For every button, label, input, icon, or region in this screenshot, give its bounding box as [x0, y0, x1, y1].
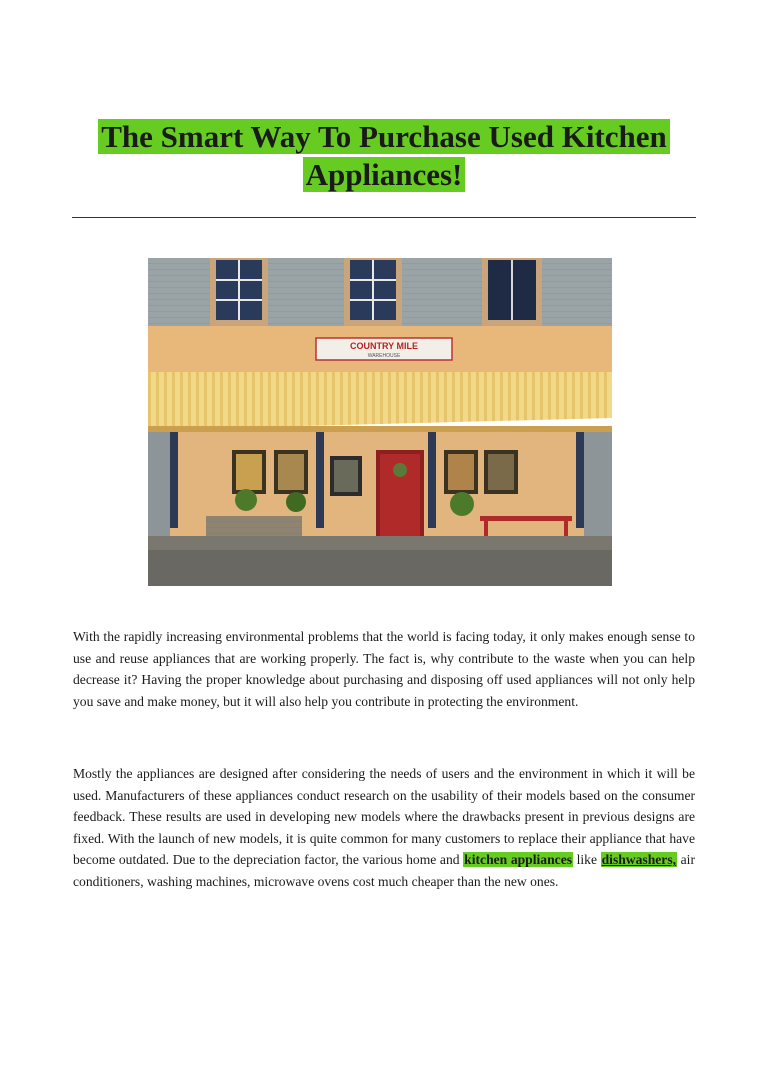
- paragraph-text-b: like: [573, 852, 601, 868]
- paragraph-text-a: Mostly the appliances are designed after considering the needs of users and the environment in which it will be used. Manufacturers of these appliances conduct research on the usability of their models based on the consumer feedback. These results are used in developing new models where the drawbacks present in previous designs are fixed. With the launch of new models, it is quite common for many customers to replace their appliance that have become outdated. Due to the depreciation factor, the various home and: [73, 766, 695, 868]
- upper-window: [210, 258, 268, 326]
- title-line-1: The Smart Way To Purchase Used Kitchen: [98, 119, 670, 154]
- title-line-2: Appliances!: [303, 157, 466, 192]
- paragraph-appliances: [73, 763, 695, 893]
- paragraph-intro: With the rapidly increasing environmental problems that the world is facing today, it only makes enough sense to use and reuse appliances that are working properly. The fact is, why contribute to the waste when you can help decrease it? Having the proper knowledge about purchasing and disposing off used appliances will not only help you save and make money, but it will also help you contribute in protecting the environment.: [73, 629, 695, 709]
- kitchen-appliances-link[interactable]: kitchen appliances: [464, 852, 573, 868]
- dishwashers-link[interactable]: dishwashers,: [601, 852, 677, 868]
- upper-window: [482, 258, 542, 326]
- upper-window: [344, 258, 402, 326]
- sign-line-2: WAREHOUSE: [367, 353, 401, 359]
- title-divider: [72, 217, 696, 218]
- paragraph-text-c: air conditioners, washing machines, microwave ovens cost much cheaper than the new ones.: [73, 852, 695, 889]
- sign-line-1: COUNTRY MILE: [349, 341, 419, 351]
- store-sign: [316, 338, 452, 360]
- document-title: [72, 118, 696, 194]
- storefront-photo: [148, 258, 612, 586]
